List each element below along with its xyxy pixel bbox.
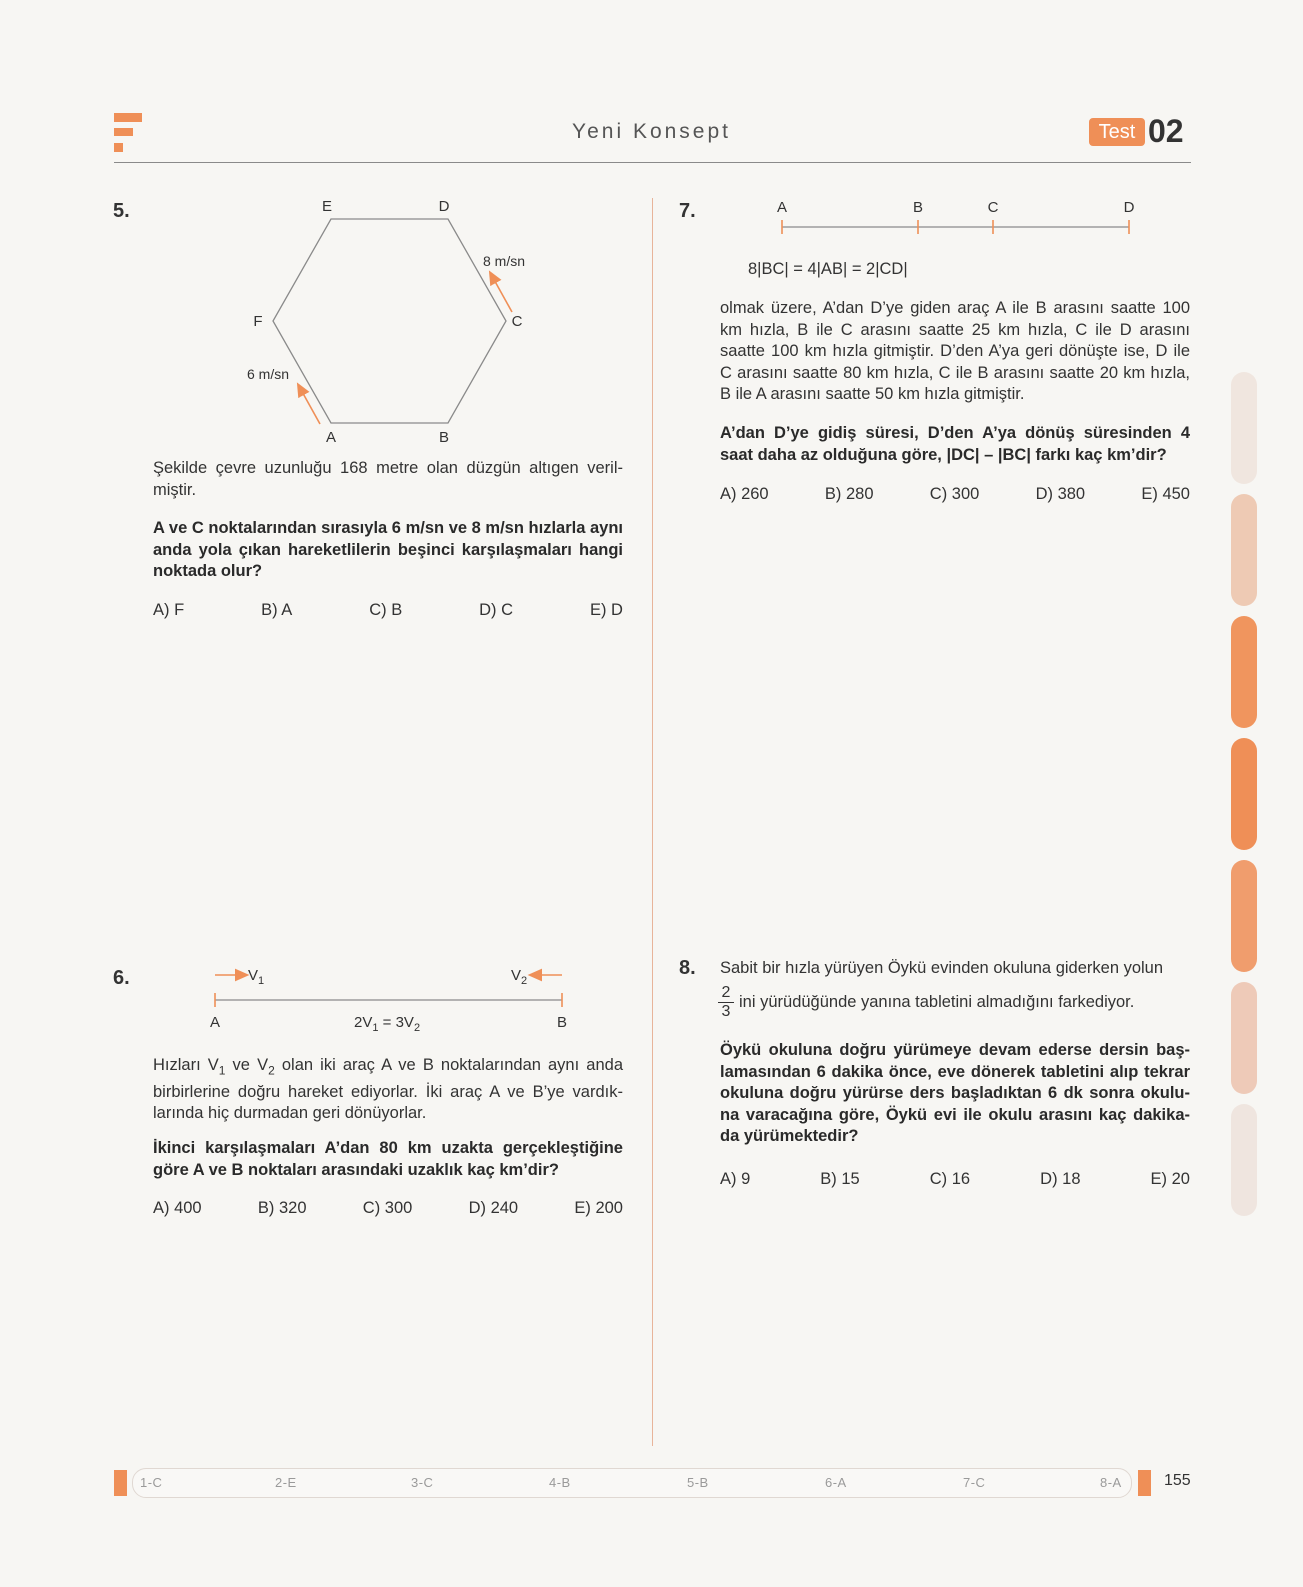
column-divider xyxy=(652,198,653,1446)
choice-a[interactable]: A) 260 xyxy=(720,485,769,503)
choice-c[interactable]: C) 16 xyxy=(929,1170,971,1188)
footer-marker-left xyxy=(114,1470,127,1496)
question-7-text: olmak üzere, A’dan D’ye giden araç A ile B arasını saatte 100 km hızla, B ile C arasını saatte 25 km hızla, C ile D arasını saatte 100 km hızla gitmiştir. D’den A’ya geri dönüşte ise, D ile C arasını saatte 80 km hızla, C ile B arasını saatte 20 km hızla, B ile A arasını saatte 50 km hızla gitmiştir. xyxy=(720,299,1190,403)
test-badge: Test xyxy=(1089,118,1145,146)
fraction-numerator: 2 xyxy=(718,984,734,1003)
vertex-f-label: F xyxy=(253,313,263,330)
choice-b[interactable]: B) A xyxy=(261,601,293,619)
question-8-number: 8. xyxy=(679,957,696,979)
question-5-text: Şekilde çevre uzunluğu 168 metre olan düzgün altıgen veril-miştir. xyxy=(153,459,623,499)
vertex-b-label: B xyxy=(438,429,450,446)
line-segment-figure xyxy=(200,960,600,1040)
point-b-label: B xyxy=(912,199,924,216)
choice-c[interactable]: C) B xyxy=(369,601,403,619)
choice-e[interactable]: E) 200 xyxy=(574,1199,623,1217)
hexagon-shape xyxy=(273,219,506,423)
choice-e[interactable]: E) D xyxy=(589,601,623,619)
choice-c[interactable]: C) 300 xyxy=(362,1199,413,1217)
question-6-choices xyxy=(153,1199,623,1218)
hexagon-figure xyxy=(230,196,570,456)
choice-d[interactable]: D) 18 xyxy=(1040,1170,1081,1188)
side-tab-4[interactable] xyxy=(1231,738,1257,850)
point-a-label: A xyxy=(209,1014,221,1031)
point-b-label: B xyxy=(556,1014,568,1031)
choice-a[interactable]: A) 9 xyxy=(720,1170,751,1188)
vertex-d-label: D xyxy=(438,198,450,215)
side-tab-1[interactable] xyxy=(1231,372,1257,484)
question-7-number: 7. xyxy=(679,200,696,222)
point-a-label: A xyxy=(776,199,788,216)
page-title: Yeni Konsept xyxy=(572,120,731,143)
question-5-choices xyxy=(153,601,623,620)
side-tab-6[interactable] xyxy=(1231,982,1257,1094)
fraction-denominator: 3 xyxy=(721,1003,731,1020)
choice-d[interactable]: D) 240 xyxy=(468,1199,519,1217)
question-6-question: İkinci karşılaşmaları A’dan 80 km uzakta gerçekleştiğine göre A ve B noktaları arasındaki uzaklık kaç km’dir? xyxy=(153,1139,623,1179)
question-6-number: 6. xyxy=(113,967,130,989)
choice-e[interactable]: E) 450 xyxy=(1141,485,1190,503)
answer-key-item: 5-B xyxy=(687,1475,709,1490)
test-number: 02 xyxy=(1148,113,1184,149)
vertex-c-label: C xyxy=(511,313,523,330)
question-5-question: A ve C noktalarından sırasıyla 6 m/sn ve 8 m/sn hızlarla aynı anda yola çıkan hareketlilerin beşinci karşılaşmaları hangi noktada olur? xyxy=(153,519,623,580)
page-number: 155 xyxy=(1164,1472,1191,1489)
choice-b[interactable]: B) 280 xyxy=(824,485,874,503)
answer-key-item: 4-B xyxy=(549,1475,571,1490)
footer-marker-right xyxy=(1138,1470,1151,1496)
speed-c-label: 8 m/sn xyxy=(483,253,526,269)
v1-label: $V_1$ xyxy=(248,967,265,987)
side-tab-2[interactable] xyxy=(1231,494,1257,606)
question-7-choices xyxy=(720,485,1190,504)
answer-key-item: 6-A xyxy=(825,1475,847,1490)
v2-label: $V_2$ xyxy=(511,967,528,987)
question-7-formula: 8|BC| = 4|AB| = 2|CD| xyxy=(748,260,908,278)
vertex-a-label: A xyxy=(325,429,337,446)
question-8-text-line2: ini yürüdüğünde yanına tabletini almadığını farkediyor. xyxy=(739,993,1135,1011)
choice-b[interactable]: B) 15 xyxy=(820,1170,860,1188)
question-5-number: 5. xyxy=(113,200,130,222)
header-divider xyxy=(114,162,1191,163)
arrow-a xyxy=(300,388,320,424)
speed-relation-label: $2V_1 = 3V_2$ xyxy=(354,1014,421,1034)
choice-c[interactable]: C) 300 xyxy=(929,485,980,503)
fraction-two-thirds xyxy=(718,984,734,1021)
arrow-c xyxy=(492,276,512,312)
point-c-label: C xyxy=(987,199,999,216)
answer-key-item: 2-E xyxy=(275,1475,297,1490)
side-tab-7[interactable] xyxy=(1231,1104,1257,1216)
question-6-text: Hızları $V_1$ ve $V_2$ olan iki araç A ve B noktalarından aynı anda birbirlerine doğru hareket ediyorlar. İki araç A ve B’ye vardık-larında hiç durmadan geri dönüyorlar. xyxy=(153,1056,623,1123)
logo-bar-bottom xyxy=(114,143,123,152)
choice-a[interactable]: A) 400 xyxy=(153,1199,202,1217)
answer-key-item: 8-A xyxy=(1100,1475,1122,1490)
speed-a-label: 6 m/sn xyxy=(247,366,290,382)
answer-key-item: 3-C xyxy=(411,1475,434,1490)
choice-d[interactable]: D) C xyxy=(479,601,514,619)
choice-e[interactable]: E) 20 xyxy=(1150,1170,1190,1188)
answer-key-item: 7-C xyxy=(963,1475,986,1490)
question-8-choices xyxy=(720,1170,1190,1189)
question-8-text-line1: Sabit bir hızla yürüyen Öykü evinden okuluna giderken yolun xyxy=(720,959,1164,977)
question-7-question: A’dan D’ye gidiş süresi, D’den A’ya dönüş süresinden 4 saat daha az olduğuna göre, |DC| – |BC| farkı kaç km’dir? xyxy=(720,424,1190,464)
number-line-figure xyxy=(770,196,1150,246)
side-tab-5[interactable] xyxy=(1231,860,1257,972)
answer-key-item: 1-C xyxy=(140,1475,163,1490)
point-d-label: D xyxy=(1123,199,1135,216)
choice-b[interactable]: B) 320 xyxy=(257,1199,307,1217)
vertex-e-label: E xyxy=(321,198,333,215)
side-tab-3[interactable] xyxy=(1231,616,1257,728)
question-8-question: Öykü okuluna doğru yürümeye devam ederse dersin baş-lamasından 6 dakika önce, eve dönerek tabletini alıp tekrar okuluna doğru yürürse ders başladıktan 6 dk sonra okulu-na varacağına göre, Öykü evi ile okulu arasını kaç dakika-da yürümektedir? xyxy=(720,1041,1190,1145)
choice-a[interactable]: A) F xyxy=(153,601,185,619)
choice-d[interactable]: D) 380 xyxy=(1035,485,1086,503)
